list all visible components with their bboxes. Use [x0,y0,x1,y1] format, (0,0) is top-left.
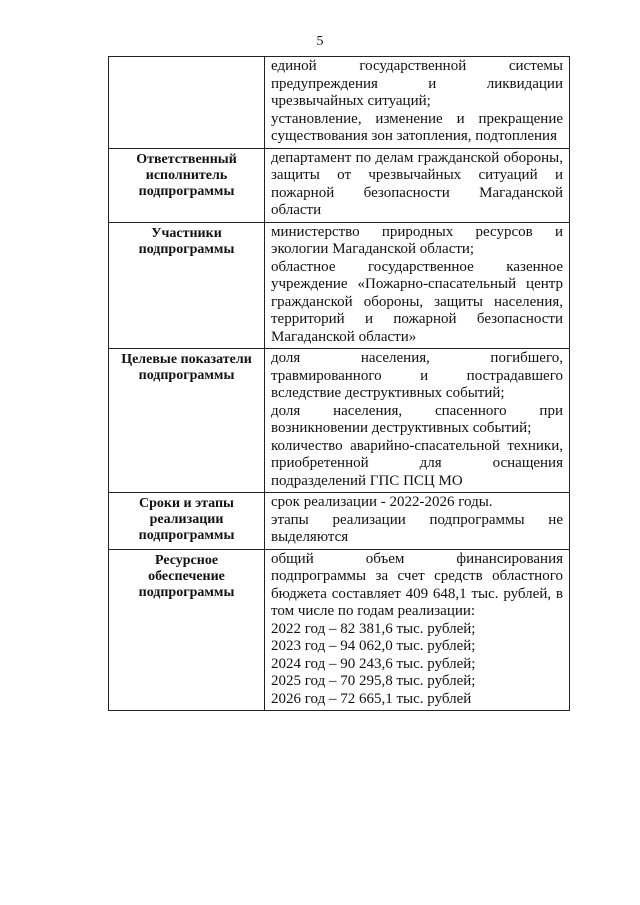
content-paragraph: министерство природных ресурсов и экологии Магаданской области; [271,223,563,257]
row-label [109,57,265,149]
table-row [109,57,570,149]
row-content [265,493,570,550]
row-label: Ресурсное обеспечение подпрограммы [109,549,265,711]
row-content [265,349,570,493]
content-paragraph: департамент по делам гражданской обороны, защиты от чрезвычайных ситуаций и пожарной безопасности Магаданской области [271,149,563,218]
content-paragraph: единой государственной системы предупреждения и ликвидации [271,58,563,92]
content-paragraph: областное государственное казенное учреждение «Пожарно-спасательный центр гражданской обороны, защиты населения, территорий и пожарной безопасности Магаданской области» [271,258,563,345]
table-row [109,222,570,349]
content-paragraph: доля населения, погибшего, травмированного и пострадавшего вследствие деструктивных событий; [271,350,563,401]
content-paragraph: этапы реализации подпрограммы не выделяются [271,511,563,545]
row-content [265,148,570,222]
table-row [109,549,570,711]
row-label: Ответственный исполнитель подпрограммы [109,148,265,222]
row-content [265,222,570,349]
content-paragraph: 2023 год – 94 062,0 тыс. рублей; [271,638,476,654]
row-content [265,57,570,149]
row-label: Участники подпрограммы [109,222,265,349]
row-label: Сроки и этапы реализации подпрограммы [109,493,265,550]
content-paragraph: срок реализации - 2022-2026 годы. [271,494,493,510]
content-paragraph: чрезвычайных ситуаций; [271,93,431,109]
content-paragraph: 2022 год – 82 381,6 тыс. рублей; [271,620,476,637]
content-paragraph: 2026 год – 72 665,1 тыс. рублей [271,690,472,707]
table-row [109,493,570,550]
content-paragraph: 2025 год – 70 295,8 тыс. рублей; [271,673,476,689]
content-paragraph: количество аварийно-спасательной техники, приобретенной для оснащения подразделений ГПС ПСЦ МО [271,437,563,489]
content-paragraph: установление, изменение и прекращение существования зон затопления, подтопления [271,110,563,144]
page-number: 5 [316,34,324,49]
content-paragraph: общий объем финансирования подпрограммы за счет средств областного бюджета составляет 409 648,1 тыс. рублей, в том числе по годам реализации: [271,550,563,619]
content-paragraph: 2024 год – 90 243,6 тыс. рублей; [271,655,476,672]
row-content [265,549,570,711]
subprogram-passport-table [108,56,570,711]
row-label: Целевые показатели подпрограммы [109,349,265,493]
table-row [109,349,570,493]
content-paragraph: доля населения, спасенного при возникновении деструктивных событий; [271,402,563,436]
table-row [109,148,570,222]
